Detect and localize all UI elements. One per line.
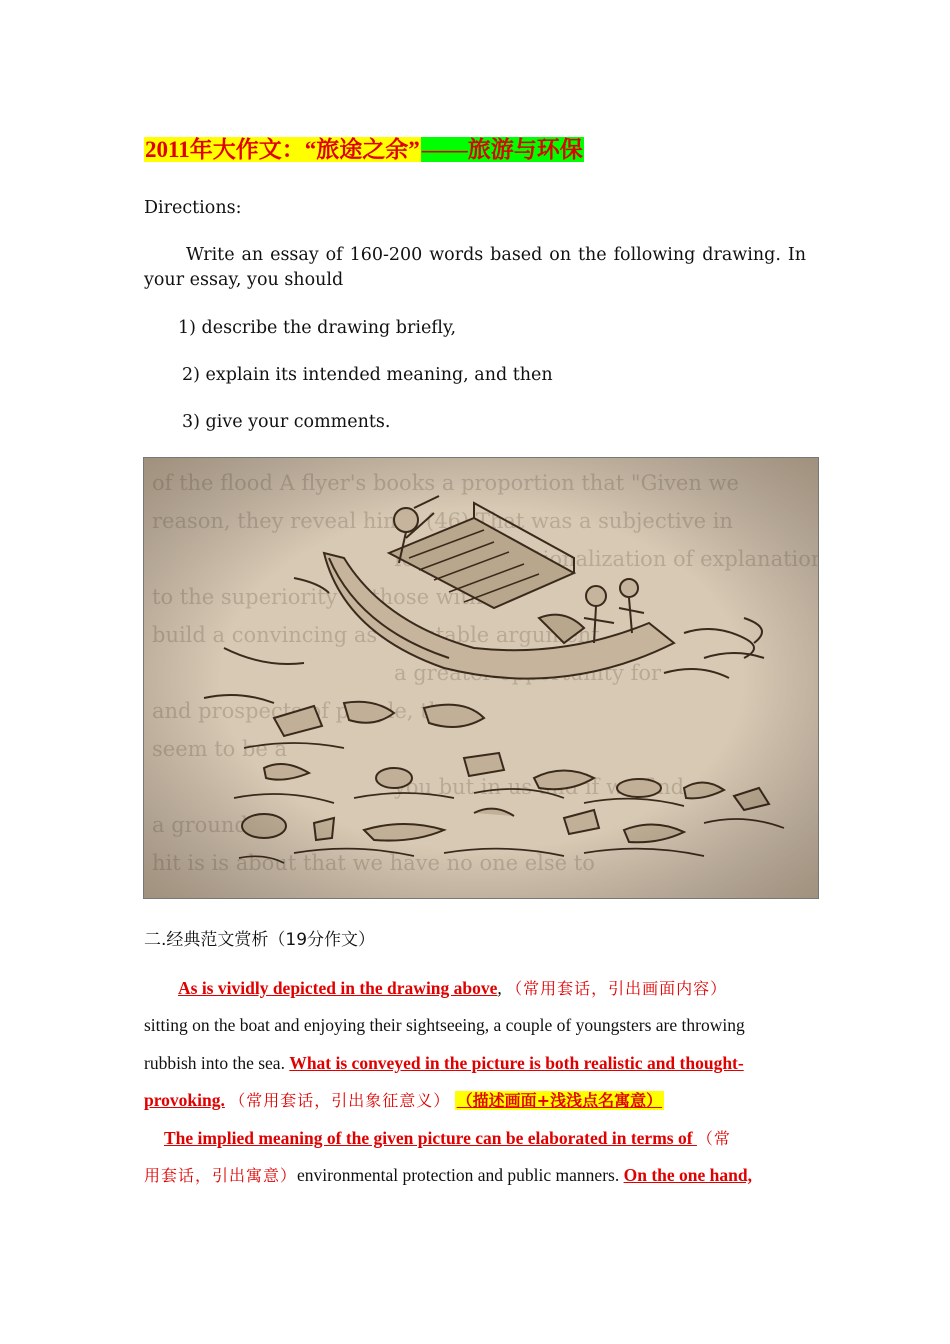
page-title: [144, 136, 584, 164]
direction-item-2: 2) explain its intended meaning, and then: [182, 365, 553, 385]
title-part-2: ——旅游与环保: [421, 137, 583, 162]
essay-note-1: （常用套话，引出画面内容）: [506, 979, 728, 998]
essay-phrase-2-cont: provoking.: [144, 1090, 225, 1111]
directions-label: Directions:: [144, 198, 242, 218]
essay-phrase-4: On the one hand,: [623, 1165, 752, 1186]
model-essay: As is vividly depicted in the drawing above, （常用套话，引出画面内容） sitting on the boat and enjoying their sightseeing, a couple of youngsters are throwing rubbish into the sea. What is conveyed in the picture is both realistic and thought- provoking. （常用套话，引出象征意义） （描述画面+浅浅点名寓意） The implied meaning of the given picture can be elaborated in terms of （常 用套话，引出寓意）environmental protection and public manners. On the one hand,: [144, 970, 808, 1194]
direction-item-1: 1) describe the drawing briefly,: [178, 318, 457, 338]
boat-litter-drawing: [144, 458, 819, 899]
direction-item-3: 3) give your comments.: [182, 412, 391, 432]
essay-note-3: （常: [696, 1128, 731, 1148]
directions-instruction: [144, 243, 806, 293]
essay-summary-note: （描述画面+浅浅点名寓意）: [456, 1091, 663, 1111]
section-heading: 二.经典范文赏析（19分作文）: [144, 930, 376, 950]
essay-line-2: sitting on the boat and enjoying their sightseeing, a couple of youngsters are throwing: [144, 1015, 745, 1036]
essay-phrase-2: What is conveyed in the picture is both realistic and thought-: [289, 1052, 744, 1073]
essay-note-3-cont: 用套话，引出寓意）: [144, 1166, 298, 1186]
instruction-text: Write an essay of 160-200 words based on the following drawing. In your essay, you should: [144, 245, 806, 290]
essay-phrase-1: As is vividly depicted in the drawing above: [178, 978, 498, 998]
title-part-1: 2011年大作文：“旅途之余”: [145, 137, 420, 162]
essay-phrase-3: The implied meaning of the given picture can be elaborated in terms of: [164, 1127, 697, 1148]
essay-note-2: （常用套话，引出象征意义）: [229, 1091, 451, 1111]
essay-drawing-image: [143, 457, 819, 899]
